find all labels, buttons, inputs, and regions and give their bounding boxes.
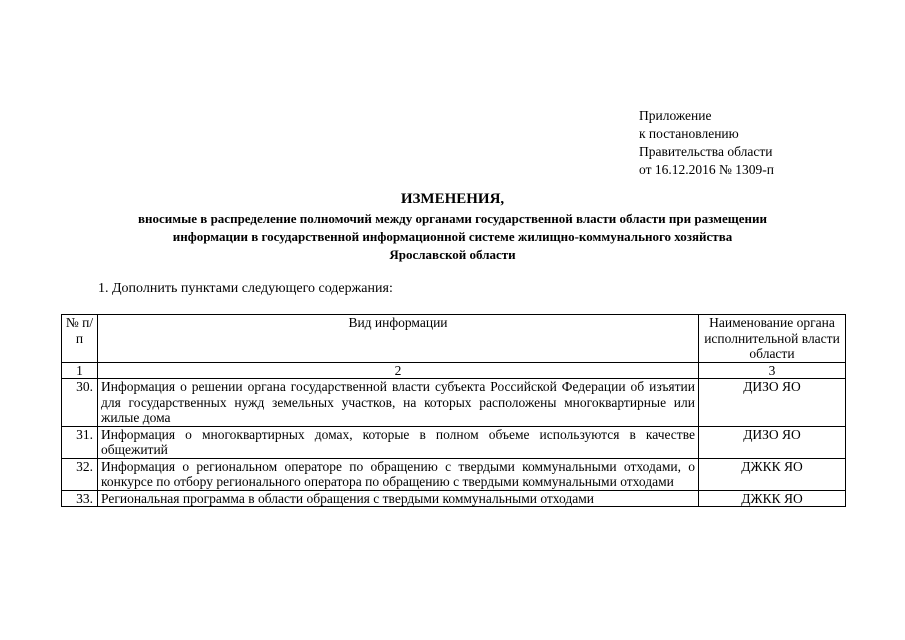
table-row xyxy=(62,426,846,458)
row-org: ДЖКК ЯО xyxy=(699,490,846,507)
row-info: Информация о решении органа государственной власти субъекта Российской Федерации об изъятии для государственных нужд земельных участков, на которых расположены многоквартирные или жилые дома xyxy=(98,379,699,427)
header-info: Вид информации xyxy=(98,315,699,363)
appendix-line: Правительства области xyxy=(639,144,773,159)
row-info: Информация о многоквартирных домах, которые в полном объеме используются в качестве общежитий xyxy=(98,426,699,458)
row-org: ДЖКК ЯО xyxy=(699,458,846,490)
index-cell: 2 xyxy=(98,362,699,379)
row-info: Информация о региональном операторе по обращению с твердыми коммунальными отходами, о конкурсе по отбору регионального оператора по обращению с твердыми коммунальными отходами xyxy=(98,458,699,490)
table-index-row xyxy=(62,362,846,379)
document-title: ИЗМЕНЕНИЯ, xyxy=(400,191,505,207)
row-info: Региональная программа в области обращения с твердыми коммунальными отходами xyxy=(98,490,699,507)
instruction-text: 1. Дополнить пунктами следующего содержания: xyxy=(98,281,393,296)
row-num: 32. xyxy=(62,458,98,490)
header-org: Наименование органа исполнительной власти области xyxy=(699,315,846,363)
header-num: № п/п xyxy=(62,315,98,363)
subtitle-line: Ярославской области xyxy=(389,247,516,262)
changes-table xyxy=(61,314,846,507)
appendix-block xyxy=(639,107,774,179)
row-org: ДИЗО ЯО xyxy=(699,426,846,458)
document-subtitle xyxy=(60,210,845,264)
subtitle-line: вносимые в распределение полномочий между органами государственной власти области при размещении xyxy=(138,211,767,226)
row-num: 31. xyxy=(62,426,98,458)
index-cell: 3 xyxy=(699,362,846,379)
table-header-row xyxy=(62,315,846,363)
table-row xyxy=(62,490,846,507)
index-cell: 1 xyxy=(62,362,98,379)
subtitle-line: информации в государственной информационной системе жилищно-коммунального хозяйства xyxy=(172,229,733,244)
appendix-line: к постановлению xyxy=(639,126,739,141)
row-num: 30. xyxy=(62,379,98,427)
appendix-line: от 16.12.2016 № 1309-п xyxy=(639,162,774,177)
table-row xyxy=(62,458,846,490)
table-row xyxy=(62,379,846,427)
appendix-line: Приложение xyxy=(639,108,712,123)
row-org: ДИЗО ЯО xyxy=(699,379,846,427)
row-num: 33. xyxy=(62,490,98,507)
